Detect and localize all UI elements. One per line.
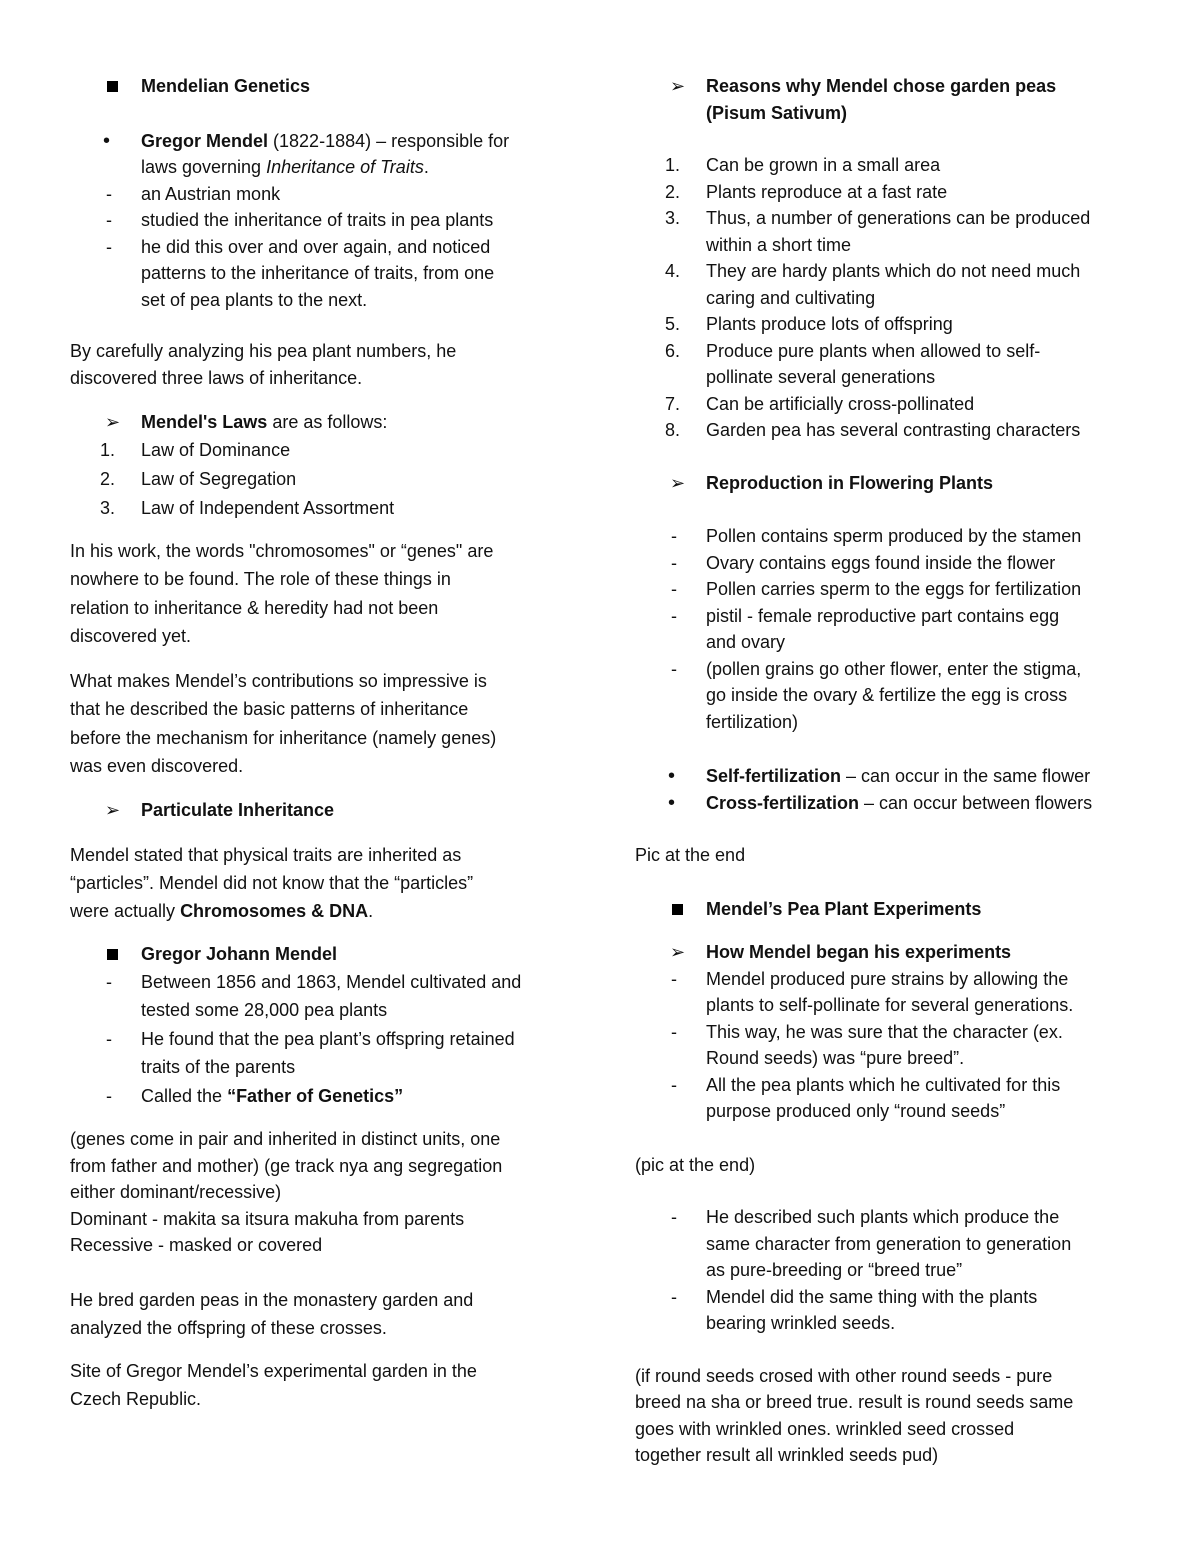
left-column <box>70 70 570 1413</box>
dash-item: - he did this over and over again, and noticed patterns to the inheritance of traits, from one set of pea plants to the next. <box>70 234 570 314</box>
arrow-bullet-icon: ➢ <box>105 799 121 820</box>
bullet-self-fertilization: • Self-fertilization – can occur in the same flower <box>635 763 1145 790</box>
heading-reasons: ➢ Reasons why Mendel chose garden peas (Pisum Sativum) <box>635 73 1145 126</box>
dash-item: - Mendel did the same thing with the plants bearing wrinkled seeds. <box>635 1284 1145 1337</box>
dash-marker: - <box>671 552 677 573</box>
note-pic-at-end: (pic at the end) <box>635 1154 756 1175</box>
arrow-bullet-icon: ➢ <box>670 76 686 96</box>
dash-marker: - <box>671 1207 677 1227</box>
bullet-cross-fertilization: • Cross-fertilization – can occur between flowers <box>635 790 1145 817</box>
square-bullet-icon <box>672 904 683 915</box>
dash-item: - Called the “Father of Genetics” <box>70 1082 570 1111</box>
square-bullet-icon <box>107 81 118 92</box>
dash-marker: - <box>106 1085 112 1106</box>
arrow-bullet-icon: ➢ <box>670 942 686 962</box>
heading-pea-plant-experiments: Mendel’s Pea Plant Experiments <box>635 896 1145 923</box>
dash-item: - Mendel produced pure strains by allowing the plants to self-pollinate for several generations. <box>635 966 1145 1019</box>
arrow-bullet-icon: ➢ <box>670 472 686 493</box>
numbered-item: 5. Plants produce lots of offspring <box>665 314 953 334</box>
described-list <box>635 1204 1145 1337</box>
heading-mendels-laws: ➢ Mendel's Laws are as follows: <box>70 409 570 436</box>
dash-marker: - <box>106 183 112 204</box>
paragraph: What makes Mendel’s contributions so impressive is that he described the basic patterns of inheritance before the mechanism for inheritance (namely genes) was even discovered. <box>70 670 497 776</box>
heading-mendelian-genetics: Mendelian Genetics <box>70 73 570 100</box>
numbered-item: 2. Law of Segregation <box>100 468 297 489</box>
dash-item: - He described such plants which produce the same character from generation to generation as pure-breeding or “breed true” <box>635 1204 1145 1284</box>
numbered-item: 8. Garden pea has several contrasting characters <box>665 420 1081 440</box>
dash-item: - Ovary contains eggs found inside the flower <box>635 550 1145 577</box>
dash-item: - (pollen grains go other flower, enter the stigma, go inside the ovary & fertilize the egg is cross fertilization) <box>635 656 1145 736</box>
dash-item: - pistil - female reproductive part contains egg and ovary <box>635 603 1145 656</box>
dash-item: - an Austrian monk <box>70 181 570 208</box>
heading-gregor-johann-mendel: Gregor Johann Mendel <box>70 941 570 968</box>
dash-marker: - <box>671 658 677 679</box>
square-bullet-icon <box>107 949 118 960</box>
heading-how-began: ➢ How Mendel began his experiments <box>635 939 1145 966</box>
paragraph: By carefully analyzing his pea plant numbers, he discovered three laws of inheritance. <box>70 341 457 388</box>
dash-item: - Pollen carries sperm to the eggs for fertilization <box>635 576 1145 603</box>
numbered-item: 3. Thus, a number of generations can be produced within a short time <box>665 208 1091 255</box>
dash-item: - He found that the pea plant’s offspring retained traits of the parents <box>70 1025 570 1082</box>
dash-item: - All the pea plants which he cultivated for this purpose produced only “round seeds” <box>635 1072 1145 1125</box>
dash-item: - This way, he was sure that the character (ex. Round seeds) was “pure breed”. <box>635 1019 1145 1072</box>
numbered-item: 2. Plants reproduce at a fast rate <box>665 181 948 202</box>
paragraph: He bred garden peas in the monastery garden and analyzed the offspring of these crosses. <box>70 1289 474 1338</box>
round-bullet-icon: • <box>668 765 676 787</box>
paragraph: Site of Gregor Mendel’s experimental garden in the Czech Republic. <box>70 1360 477 1409</box>
dash-marker: - <box>106 971 112 992</box>
paragraph: In his work, the words "chromosomes" or “genes" are nowhere to be found. The role of these things in relation to inheritance & heredity had not been discovered yet. <box>70 540 494 646</box>
dash-marker: - <box>671 526 677 546</box>
right-column <box>635 70 1145 1469</box>
paragraph: Mendel stated that physical traits are inherited as “particles”. Mendel did not know that the “particles” were actually Chromosomes & DNA. <box>70 845 474 921</box>
heading-particulate-inheritance: ➢ Particulate Inheritance <box>70 797 570 824</box>
numbered-item: 7. Can be artificially cross-pollinated <box>665 393 975 414</box>
round-bullet-icon: • <box>103 129 111 152</box>
numbered-item: 3. Law of Independent Assortment <box>100 497 395 518</box>
numbered-item: 6. Produce pure plants when allowed to self- pollinate several generations <box>665 340 1041 387</box>
note-pic-at-end: Pic at the end <box>635 845 746 865</box>
dash-marker: - <box>671 1074 677 1095</box>
reproduction-list <box>635 523 1145 735</box>
arrow-bullet-icon: ➢ <box>105 412 121 432</box>
dash-marker: - <box>106 1028 112 1049</box>
reasons-list <box>635 152 1145 444</box>
dash-marker: - <box>671 605 677 626</box>
dash-marker: - <box>671 579 677 599</box>
numbered-item: 1. Law of Dominance <box>100 439 291 460</box>
dash-marker: - <box>671 968 677 989</box>
dash-marker: - <box>106 210 112 230</box>
dash-item: - studied the inheritance of traits in pea plants <box>70 207 570 234</box>
paragraph: (if round seeds crosed with other round seeds - pure breed na sha or breed true. result is round seeds same goes with wrinkled ones. wrinkled seed crossed together result all wrinkled seeds pud) <box>635 1365 1074 1465</box>
heading-reproduction: ➢ Reproduction in Flowering Plants <box>635 470 1145 497</box>
dash-marker: - <box>671 1286 677 1307</box>
paragraph: (genes come in pair and inherited in distinct units, one from father and mother) (ge track nya ang segregation either dominant/recessive) Dominant - makita sa itsura makuha from parents Recessive - masked or covered <box>70 1129 503 1255</box>
dash-item: - Between 1856 and 1863, Mendel cultivated and tested some 28,000 pea plants <box>70 968 570 1025</box>
dash-marker: - <box>671 1021 677 1042</box>
dash-marker: - <box>106 236 112 257</box>
numbered-item: 4. They are hardy plants which do not need much caring and cultivating <box>665 261 1081 308</box>
numbered-item: 1. Can be grown in a small area <box>665 155 941 175</box>
round-bullet-icon: • <box>668 791 676 814</box>
dash-item: - Pollen contains sperm produced by the stamen <box>635 523 1145 550</box>
mendel-bullet: • Gregor Mendel (1822-1884) – responsible for laws governing Inheritance of Traits. <box>103 129 510 177</box>
